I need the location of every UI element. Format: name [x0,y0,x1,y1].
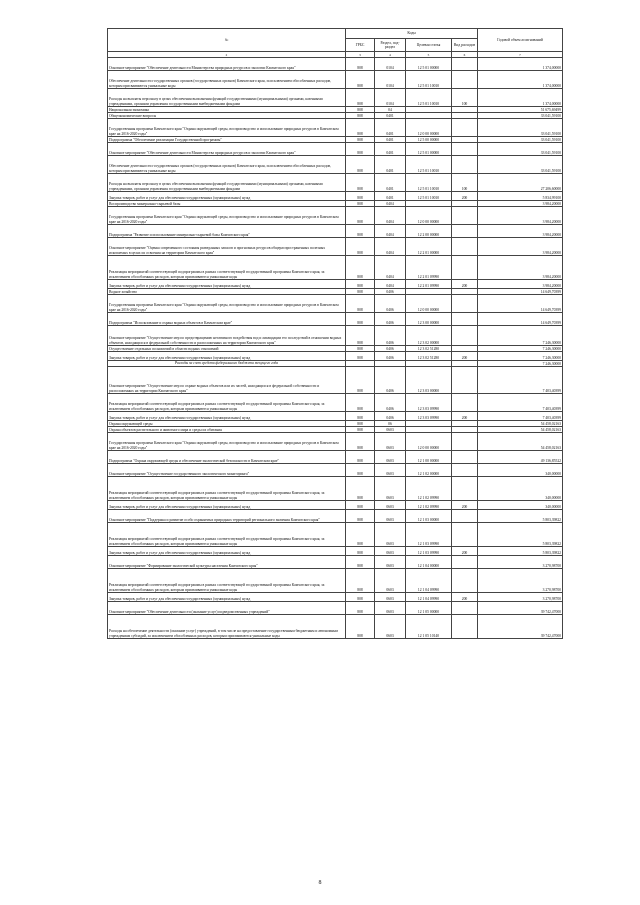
row-expense-type: 200 [452,192,478,201]
row-amount: 1 374,00000 [478,89,563,107]
row-name: Реализация мероприятий соответствующей подпрограммы в рамках соответствующей государственной программы Камчатского края, за исключением обособленных расходов, которым присваиваются уникальные коды [108,394,346,412]
row-expense-type [452,510,478,523]
table-header [108,29,563,58]
row-target: 12 5 01 10010 [406,174,452,192]
row-expense-type: 200 [452,547,478,556]
row-amount: 5 803,39822 [478,510,563,523]
row-name: Охрана окружающей среды [108,421,346,427]
row-name: Подпрограмма "Развитие и использование минерально-сырьевой базы Камчатского края" [108,225,346,238]
row-section: 0603 [375,477,406,501]
row-amount: 54 458,02163 [478,427,563,433]
row-amount: 14 649,70399 [478,313,563,326]
row-target: 12 5 01 10010 [406,156,452,174]
row-grbs: 808 [346,326,375,346]
row-target: 12 1 02 09990 [406,501,452,510]
row-grbs: 808 [346,137,375,143]
header-codes: Коды [346,29,478,39]
table-row [108,238,563,256]
row-expense-type [452,326,478,346]
row-grbs: 808 [346,295,375,313]
row-target: 12 5 01 00000 [406,58,452,71]
row-section: 0603 [375,523,406,547]
row-section: 06 [375,421,406,427]
row-grbs: 808 [346,523,375,547]
row-grbs: 808 [346,113,375,119]
row-expense-type [452,602,478,615]
row-name: Реализация мероприятий соответствующей подпрограммы в рамках соответствующей государственной программы Камчатского края, за исключением обособленных расходов, которым присваиваются уникальные коды [108,477,346,501]
row-expense-type [452,143,478,156]
row-name: Основное мероприятие "Оценка современного состояния разведанных запасов и прогнозных ресурсов общераспространенных полезных ископаемых в целях их освоения на территории Камчатского края" [108,238,346,256]
row-grbs: 808 [346,615,375,639]
row-grbs: 808 [346,477,375,501]
table-row [108,119,563,137]
page-number: 8 [318,880,322,886]
row-name: Закупка товаров, работ и услуг для обеспечения государственных (муниципальных) нужд [108,280,346,289]
row-target: 12 3 03 09990 [406,394,452,412]
table-row [108,58,563,71]
table-row [108,143,563,156]
row-expense-type [452,156,478,174]
header-target: Целевая статья [406,39,452,52]
row-amount: 3 984,20000 [478,256,563,280]
row-amount: 340,00000 [478,477,563,501]
row-expense-type: 100 [452,89,478,107]
row-grbs: 808 [346,451,375,464]
row-name: Государственная программа Камчатского края "Охрана окружающей среды, воспроизводство и использование природных ресурсов в Камчатском крае на 2016-2020 годы" [108,433,346,451]
row-name: Реализация мероприятий соответствующей подпрограммы в рамках соответствующей государственной программы Камчатского края, за исключением обособленных расходов, которым присваиваются уникальные коды [108,569,346,593]
row-grbs: 808 [346,289,375,295]
row-section: 0406 [375,326,406,346]
row-name: Национальная экономика [108,107,346,113]
row-expense-type [452,464,478,477]
row-grbs: 808 [346,143,375,156]
row-grbs: 808 [346,238,375,256]
row-name: Обеспечение деятельности государственных органов (государственных органов) Камчатского края, за исключением обособленных расходов, которым присваиваются уникальные коды [108,71,346,89]
row-name: Общеэкономические вопросы [108,113,346,119]
row-amount: 1 374,00000 [478,58,563,71]
row-grbs: 808 [346,119,375,137]
table-row [108,547,563,556]
row-section: 0603 [375,510,406,523]
row-grbs: 808 [346,367,375,394]
row-name: Основное мероприятие "Обеспечение деятельности Министерства природных ресурсов и экологии Камчатского края" [108,143,346,156]
row-section: 0406 [375,289,406,295]
column-number: 7 [478,52,563,58]
row-grbs: 808 [346,156,375,174]
row-target: 12 1 03 00000 [406,510,452,523]
table-row [108,477,563,501]
row-section: 0401 [375,156,406,174]
row-grbs: 808 [346,207,375,225]
row-grbs: 808 [346,256,375,280]
row-amount: 33 041,59100 [478,156,563,174]
column-number: 6 [452,52,478,58]
row-section: 0404 [375,280,406,289]
row-target: 12 3 02 00000 [406,326,452,346]
row-grbs: 808 [346,593,375,602]
row-target: 12 0 00 00000 [406,295,452,313]
row-section: 0406 [375,346,406,352]
row-name: Основное мероприятие "Осуществление государственного экологического мониторинга" [108,464,346,477]
column-number: 5 [406,52,452,58]
row-amount: 7 403,40399 [478,394,563,412]
row-expense-type [452,477,478,501]
row-grbs: 808 [346,427,375,433]
row-target: 12 3 03 09990 [406,412,452,421]
row-target: 12 2 01 09990 [406,256,452,280]
row-target: 12 0 00 00000 [406,207,452,225]
row-target: 12 2 01 09990 [406,280,452,289]
table-row [108,71,563,89]
row-amount: 3 270,98700 [478,556,563,569]
table-row [108,367,563,394]
row-section: 0404 [375,256,406,280]
row-expense-type [452,238,478,256]
row-amount: 3 984,20000 [478,238,563,256]
row-name: Закупка товаров, работ и услуг для обеспечения государственных (муниципальных) нужд [108,547,346,556]
row-name: Основное мероприятие "Обеспечение деятельности (оказание услуг) подведомственных учреждений" [108,602,346,615]
row-expense-type: 200 [452,593,478,602]
row-amount: 3 270,98700 [478,569,563,593]
row-target: 12 0 00 00000 [406,119,452,137]
row-amount: 33 041,59100 [478,113,563,119]
table-row [108,602,563,615]
row-name: Подпрограмма "Обеспечение реализации Государственной программы" [108,137,346,143]
row-grbs: 808 [346,107,375,113]
row-target: 12 1 03 09990 [406,523,452,547]
row-target: 12 1 05 00000 [406,602,452,615]
row-grbs: 808 [346,352,375,361]
row-target: 12 2 01 00000 [406,238,452,256]
column-number: 2 [108,52,346,58]
row-target: 12 5 01 10010 [406,89,452,107]
row-target: 12 1 00 00000 [406,451,452,464]
table-row [108,156,563,174]
row-expense-type [452,225,478,238]
row-target: 12 1 02 09990 [406,477,452,501]
table-row [108,501,563,510]
row-grbs: 808 [346,501,375,510]
row-expense-type [452,207,478,225]
row-amount: 51 675,69499 [478,107,563,113]
row-expense-type [452,523,478,547]
row-target: 12 5 01 00000 [406,143,452,156]
row-name: Водное хозяйство [108,289,346,295]
row-section: 04 [375,107,406,113]
row-name: Закупка товаров, работ и услуг для обеспечения государственных (муниципальных) нужд [108,593,346,602]
row-expense-type [452,71,478,89]
row-name: Государственная программа Камчатского края "Охрана окружающей среды, воспроизводство и использование природных ресурсов в Камчатском крае на 2016-2020 годы" [108,295,346,313]
table-row [108,295,563,313]
row-section: 0603 [375,547,406,556]
row-section: 0603 [375,464,406,477]
row-grbs: 808 [346,280,375,289]
row-section: 0404 [375,225,406,238]
row-section: 0406 [375,367,406,394]
row-amount: 14 649,70399 [478,295,563,313]
row-section: 0603 [375,433,406,451]
row-section: 0603 [375,602,406,615]
row-target: 12 1 04 09990 [406,569,452,593]
row-name: Закупка товаров, работ и услуг для обеспечения государственных (муниципальных) нужд [108,352,346,361]
row-section: 0104 [375,89,406,107]
table-row [108,313,563,326]
row-section: 0406 [375,394,406,412]
table-row [108,352,563,361]
row-amount: 7 403,40399 [478,412,563,421]
row-target: 12 3 00 00000 [406,313,452,326]
row-section: 0401 [375,192,406,201]
row-amount: 5 803,39822 [478,547,563,556]
table-row [108,433,563,451]
row-section: 0603 [375,556,406,569]
table-row [108,174,563,192]
table-row [108,451,563,464]
table-row [108,225,563,238]
row-expense-type: 200 [452,412,478,421]
row-section: 0406 [375,412,406,421]
row-amount: 5 834,99100 [478,192,563,201]
header-grbs: ГРБС [346,39,375,52]
row-name: Подпрограмма "Охрана окружающей среды и обеспечение экологической безопасности в Камчатском крае" [108,451,346,464]
row-name: Расходы за счет средств федерального бюджета текущего года [108,361,346,367]
row-section: 0603 [375,427,406,433]
row-expense-type: 100 [452,174,478,192]
table-row [108,256,563,280]
row-expense-type [452,295,478,313]
row-name: Расходы на выплаты персоналу в целях обеспечения выполнения функций государственными (муниципальными) органами, казенными учреждениями, органами управления государственными внебюджетными фондами [108,174,346,192]
row-amount: 3 984,20000 [478,225,563,238]
row-amount: 33 041,59100 [478,137,563,143]
row-section: 0406 [375,313,406,326]
row-target: 12 1 04 09990 [406,593,452,602]
row-expense-type [452,556,478,569]
row-target: 12 1 03 09990 [406,547,452,556]
row-expense-type [452,615,478,639]
row-name: Расходы на выплаты персоналу в целях обеспечения выполнения функций государственными (муниципальными) органами, казенными учреждениями, органами управления государственными внебюджетными фондами [108,89,346,107]
row-section: 0406 [375,352,406,361]
row-name: Государственная программа Камчатского края "Охрана окружающей среды, воспроизводство и использование природных ресурсов в Камчатском крае на 2016-2020 годы" [108,119,346,137]
row-grbs: 808 [346,174,375,192]
row-grbs: 808 [346,394,375,412]
row-amount: 39 742,47000 [478,615,563,639]
row-target: 12 3 03 00000 [406,367,452,394]
row-target: 12 5 01 10010 [406,71,452,89]
row-name: Подпрограмма "Использование и охрана водных объектов в Камчатском крае" [108,313,346,326]
row-section: 0603 [375,569,406,593]
row-name: Реализация мероприятий соответствующей подпрограммы в рамках соответствующей государственной программы Камчатского края, за исключением обособленных расходов, которым присваиваются уникальные коды [108,256,346,280]
row-name: Воспроизводство минерально-сырьевой базы [108,201,346,207]
row-amount: 3 984,20000 [478,207,563,225]
table-row [108,412,563,421]
row-section: 0404 [375,201,406,207]
row-amount: 7 246,30000 [478,346,563,352]
row-grbs: 808 [346,346,375,352]
row-section: 0603 [375,451,406,464]
row-name: Государственная программа Камчатского края "Охрана окружающей среды, воспроизводство и использование природных ресурсов в Камчатском крае на 2016-2020 годы" [108,207,346,225]
row-name: Осуществление отдельных полномочий в области водных отношений [108,346,346,352]
row-amount: 5 803,39822 [478,523,563,547]
table-row [108,510,563,523]
table-row [108,593,563,602]
row-name: Основное мероприятие "Осуществление мер по охране водных объектов или их частей, находящихся в федеральной собственности и расположенных на территории Камчатского края" [108,367,346,394]
row-target: 12 3 02 51280 [406,346,452,352]
row-name: Основное мероприятие "Обеспечение деятельности Министерства природных ресурсов и экологии Камчатского края" [108,58,346,71]
row-expense-type [452,313,478,326]
row-grbs: 808 [346,547,375,556]
row-target: 12 1 05 10140 [406,615,452,639]
table-row [108,523,563,547]
row-grbs: 808 [346,510,375,523]
table-row [108,464,563,477]
row-amount: 33 041,59100 [478,143,563,156]
table-row [108,192,563,201]
row-expense-type [452,394,478,412]
row-amount: 39 742,47000 [478,602,563,615]
row-target: 12 0 00 00000 [406,433,452,451]
row-grbs: 808 [346,313,375,326]
table-row [108,280,563,289]
row-amount: 3 270,98700 [478,593,563,602]
row-grbs: 808 [346,89,375,107]
column-number: 4 [375,52,406,58]
row-name: Основное мероприятие "Формирование экологической культуры населения Камчатского края" [108,556,346,569]
row-amount: 14 649,70399 [478,289,563,295]
row-amount: 340,00000 [478,501,563,510]
row-expense-type [452,433,478,451]
row-amount: 27 206,60000 [478,174,563,192]
row-section: 0104 [375,58,406,71]
row-name: Охрана объектов растительного и животного мира и среды их обитания [108,427,346,433]
row-section: 0401 [375,119,406,137]
row-name: Закупка товаров, работ и услуг для обеспечения государственных (муниципальных) нужд [108,501,346,510]
row-section: 0401 [375,143,406,156]
row-expense-type [452,256,478,280]
row-name: Закупка товаров, работ и услуг для обеспечения государственных (муниципальных) нужд [108,192,346,201]
row-grbs: 808 [346,602,375,615]
row-amount: 340,00000 [478,464,563,477]
table-row [108,569,563,593]
row-section: 0401 [375,174,406,192]
header-section: Раздел, под-раздел [375,39,406,52]
row-amount: 3 984,20000 [478,280,563,289]
row-section: 0603 [375,615,406,639]
row-name: Основное мероприятие "Поддержка и развитие особо охраняемых природных территорий регионального значения Камчатского края" [108,510,346,523]
row-name: Реализация мероприятий соответствующей подпрограммы в рамках соответствующей государственной программы Камчатского края, за исключением обособленных расходов, которым присваиваются уникальные коды [108,523,346,547]
row-name: Основное мероприятие "Осуществление мер по предотвращению негативного воздействия вод и ликвидации его последствий в отношении водных объектов, находящихся в федеральной собственности и расположенных на территории Камчатского края" [108,326,346,346]
row-target: 12 1 02 00000 [406,464,452,477]
row-expense-type [452,119,478,137]
budget-table [107,28,563,639]
row-section: 0603 [375,501,406,510]
row-expense-type [452,451,478,464]
header-amount: Годовой объем ассигнований [478,29,563,52]
row-expense-type [452,569,478,593]
table-row [108,89,563,107]
row-section: 0603 [375,593,406,602]
row-target: 12 1 04 00000 [406,556,452,569]
row-grbs: 808 [346,192,375,201]
row-target: 12 2 00 00000 [406,225,452,238]
row-amount: 1 374,00000 [478,71,563,89]
row-grbs: 808 [346,569,375,593]
row-expense-type: 200 [452,280,478,289]
row-target: 12 3 02 51280 [406,352,452,361]
header-number: № [108,29,346,52]
row-amount: 54 458,02163 [478,433,563,451]
row-grbs: 808 [346,58,375,71]
row-section: 0104 [375,71,406,89]
row-section: 0401 [375,137,406,143]
row-expense-type: 200 [452,501,478,510]
row-amount: 33 041,59100 [478,119,563,137]
table-row [108,556,563,569]
row-grbs: 808 [346,433,375,451]
table-body [108,58,563,639]
row-amount: 54 458,02163 [478,421,563,427]
row-amount: 7 246,30000 [478,326,563,346]
row-expense-type [452,58,478,71]
header-expense-type: Вид расходов [452,39,478,52]
table-row [108,615,563,639]
row-grbs: 808 [346,225,375,238]
row-amount: 7 246,30000 [478,361,563,367]
row-grbs: 808 [346,201,375,207]
table-row [108,326,563,346]
row-amount: 49 136,85522 [478,451,563,464]
table-row [108,394,563,412]
column-number: 3 [346,52,375,58]
row-target: 12 5 01 10010 [406,192,452,201]
row-amount: 3 984,20000 [478,201,563,207]
row-target: 12 5 00 00000 [406,137,452,143]
row-amount: 7 403,40399 [478,367,563,394]
table-row [108,207,563,225]
row-section: 0401 [375,113,406,119]
row-name: Расходы на обеспечение деятельности (оказание услуг) учреждений, в том числе на предоставление государственным бюджетным и автономным учреждениям субсидий, за исключением обособленных расходов, которым присваиваются уникальные коды [108,615,346,639]
row-name: Обеспечение деятельности государственных органов (государственных органов) Камчатского края, за исключением обособленных расходов, которым присваиваются уникальные коды [108,156,346,174]
row-section: 0404 [375,238,406,256]
row-grbs: 808 [346,556,375,569]
row-name: Закупка товаров, работ и услуг для обеспечения государственных (муниципальных) нужд [108,412,346,421]
row-grbs: 808 [346,71,375,89]
row-section: 0406 [375,295,406,313]
row-expense-type [452,367,478,394]
row-grbs: 808 [346,464,375,477]
row-grbs: 808 [346,412,375,421]
row-amount: 7 246,30000 [478,352,563,361]
row-section: 0404 [375,207,406,225]
row-grbs: 808 [346,421,375,427]
row-expense-type: 200 [452,352,478,361]
